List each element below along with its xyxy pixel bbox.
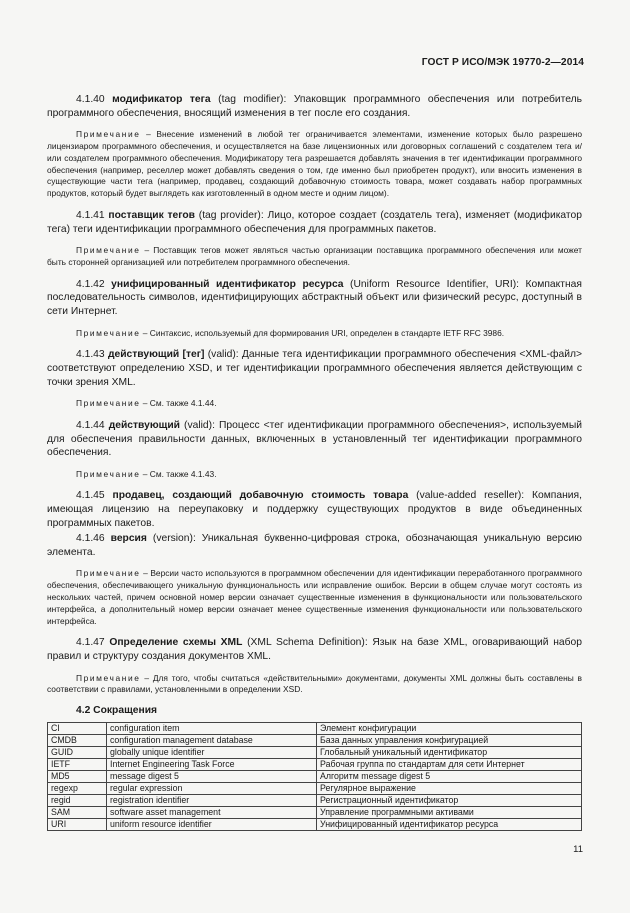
table-row	[48, 783, 582, 795]
abbr-cell: regid	[48, 795, 107, 807]
standard-header: ГОСТ Р ИСО/МЭК 19770-2—2014	[421, 57, 584, 68]
russian-term-cell: Алгоритм message digest 5	[317, 771, 582, 783]
term-entries	[47, 93, 582, 696]
term-note	[47, 245, 582, 269]
table-row	[48, 723, 582, 735]
term-name: поставщик тегов	[108, 209, 196, 221]
abbreviations-table-body	[48, 723, 582, 831]
term-note	[47, 673, 582, 697]
russian-term-cell: Рабочая группа по стандартам для сети Интернет	[317, 759, 582, 771]
note-text: Синтаксис, используемый для формирования URI, определен в стандарте IETF RFC 3986.	[149, 327, 505, 338]
note-dash: –	[140, 327, 150, 338]
term-name: Определение схемы XML	[109, 637, 243, 649]
note-label: Примечание	[76, 327, 141, 338]
term-number: 4.1.47	[76, 637, 105, 649]
term-entry	[47, 93, 582, 120]
abbr-cell: MD5	[48, 771, 107, 783]
term-number: 4.1.43	[76, 349, 105, 361]
abbreviations-table	[47, 722, 582, 831]
note-dash: –	[140, 468, 150, 479]
note-label: Примечание	[76, 468, 141, 479]
term-number: 4.1.45	[76, 490, 105, 502]
term-entry	[47, 419, 582, 460]
russian-term-cell: Регулярное выражение	[317, 783, 582, 795]
english-term-cell: message digest 5	[107, 771, 317, 783]
english-term-cell: globally unique identifier	[107, 747, 317, 759]
term-number: 4.1.40	[76, 94, 105, 105]
note-text: Внесение изменений в любой тег ограничивается элементами, изменение которых было разрешено лицензиаром программного обеспечения, и осуществляется на базе лицензионных или договорных соглашений с создателем тега и/или создателем программного обеспечения. Модификатору тега разрешается добавлять значения в тег идентификации программного обеспечения (например, реселлер может добавлять сведения о том, где именно был приобретен продукт), или вносить изменения в существующие части тега (например, продавец, создающий добавочную стоимость товара, может создавать набор программных продуктов, который будет выглядеть как изготовленный в одном месте и одним лицом).	[47, 129, 583, 199]
note-text: См. также 4.1.43.	[149, 468, 217, 479]
table-row	[48, 747, 582, 759]
term-definition: (tag provider): Лицо, которое создает (создатель тега), изменяет (модификатор тега) теги идентификации программного обеспечения для программных пакетов.	[47, 209, 582, 235]
page-content	[47, 93, 582, 831]
term-note	[47, 129, 582, 200]
term-definition: (XML Schema Definition): Язык на базе XML, оговаривающий набор правил и структуру создания документов XML.	[47, 637, 582, 663]
term-note	[47, 469, 582, 481]
term-definition: (valid): Процесс <тег идентификации программного обеспечения>, используемый для обеспечения правильности данных, включенных в установленный тег идентификации программного обеспечения.	[47, 419, 582, 459]
term-definition: (value-added reseller): Компания, имеющая лицензию на переупаковку и поддержку существующих продуктов в виде объединенных программных пакетов.	[47, 490, 582, 529]
english-term-cell: registration identifier	[107, 795, 317, 807]
table-row	[48, 771, 582, 783]
term-definition: (tag modifier): Упаковщик программного обеспечения или потребитель программного обеспечения, вносящий изменения в тег после его создания.	[47, 94, 582, 119]
section-title: 4.2 Сокращения	[76, 705, 158, 717]
note-text: Версии часто используются в программном обеспечении для идентификации переработанного программного обеспечения, обеспечивающего уникальную функциональность или исправление ошибок. Версии в общем случае могут состоять из нескольких частей, причем основной номер версии означает существенные изменения в функциональности или пользовательского интерфейса, а дополнительный номер версии означает менее существенные изменения функциональности или пользовательского интерфейса.	[47, 568, 583, 626]
term-number: 4.1.46	[76, 533, 105, 545]
term-number: 4.1.41	[76, 209, 105, 221]
table-row	[48, 795, 582, 807]
page-number: 11	[573, 844, 583, 855]
english-term-cell: configuration item	[107, 723, 317, 735]
term-name: действующий [тег]	[107, 349, 205, 361]
table-row	[48, 819, 582, 831]
russian-term-cell: Регистрационный идентификатор	[317, 795, 582, 807]
term-definition: (valid): Данные тега идентификации программного обеспечения <XML-файл> соответствуют определению XSD, и тег идентификации программного обеспечения является действующим с точки зрения XML.	[47, 349, 582, 388]
note-dash: –	[140, 398, 150, 409]
term-entry	[47, 532, 582, 559]
term-entry	[47, 209, 582, 236]
abbr-cell: CI	[48, 723, 107, 735]
term-number: 4.1.44	[76, 419, 105, 431]
note-label: Примечание	[76, 129, 141, 140]
note-dash: –	[140, 245, 154, 256]
note-dash: –	[140, 672, 153, 683]
note-dash: –	[140, 129, 157, 140]
abbr-cell: GUID	[48, 747, 107, 759]
note-text: Для того, чтобы считаться «действительными» документами, документы XML должны быть составлены в соответствии с правилами, установленными в определении XSD.	[47, 672, 583, 695]
term-entry	[47, 348, 582, 389]
english-term-cell: uniform resource identifier	[107, 819, 317, 831]
abbr-cell: regexp	[48, 783, 107, 795]
term-name: продавец, создающий добавочную стоимость товара	[112, 490, 409, 502]
term-name: унифицированный идентификатор ресурса	[111, 278, 344, 290]
russian-term-cell: Унифицированный идентификатор ресурса	[317, 819, 582, 831]
term-note	[47, 568, 582, 627]
note-text: См. также 4.1.44.	[149, 398, 217, 409]
english-term-cell: regular expression	[107, 783, 317, 795]
note-label: Примечание	[76, 672, 141, 683]
abbr-cell: SAM	[48, 807, 107, 819]
term-entry	[47, 636, 582, 663]
note-text: Поставщик тегов может являться частью организации поставщика программного обеспечения или может быть сторонней организацией или потребителем программного обеспечения.	[47, 245, 582, 267]
table-row	[48, 759, 582, 771]
abbr-cell: IETF	[48, 759, 107, 771]
abbr-cell: URI	[48, 819, 107, 831]
table-row	[48, 807, 582, 819]
term-name: версия	[110, 533, 147, 545]
term-name: модификатор тега	[112, 94, 211, 105]
term-note	[47, 398, 582, 410]
table-row	[48, 735, 582, 747]
term-entry	[47, 489, 582, 530]
english-term-cell: software asset management	[107, 807, 317, 819]
term-note	[47, 328, 582, 340]
term-definition: (version): Уникальная буквенно-цифровая строка, обозначающая уникальную версию элемента.	[47, 533, 582, 558]
note-label: Примечание	[76, 568, 141, 579]
term-name: действующий	[108, 419, 180, 431]
note-label: Примечание	[76, 245, 141, 256]
russian-term-cell: Элемент конфигурации	[317, 723, 582, 735]
term-entry	[47, 278, 582, 319]
note-dash: –	[140, 568, 151, 579]
term-definition: (Uniform Resource Identifier, URI): Компактная последовательность символов, идентифицирующих абстрактный объект или физический ресурс, доступный в сети Интернет.	[47, 278, 582, 317]
russian-term-cell: База данных управления конфигурацией	[317, 735, 582, 747]
english-term-cell: Internet Engineering Task Force	[107, 759, 317, 771]
russian-term-cell: Управление программными активами	[317, 807, 582, 819]
note-label: Примечание	[76, 398, 141, 409]
english-term-cell: configuration management database	[107, 735, 317, 747]
term-number: 4.1.42	[76, 278, 105, 290]
abbr-cell: CMDB	[48, 735, 107, 747]
russian-term-cell: Глобальный уникальный идентификатор	[317, 747, 582, 759]
